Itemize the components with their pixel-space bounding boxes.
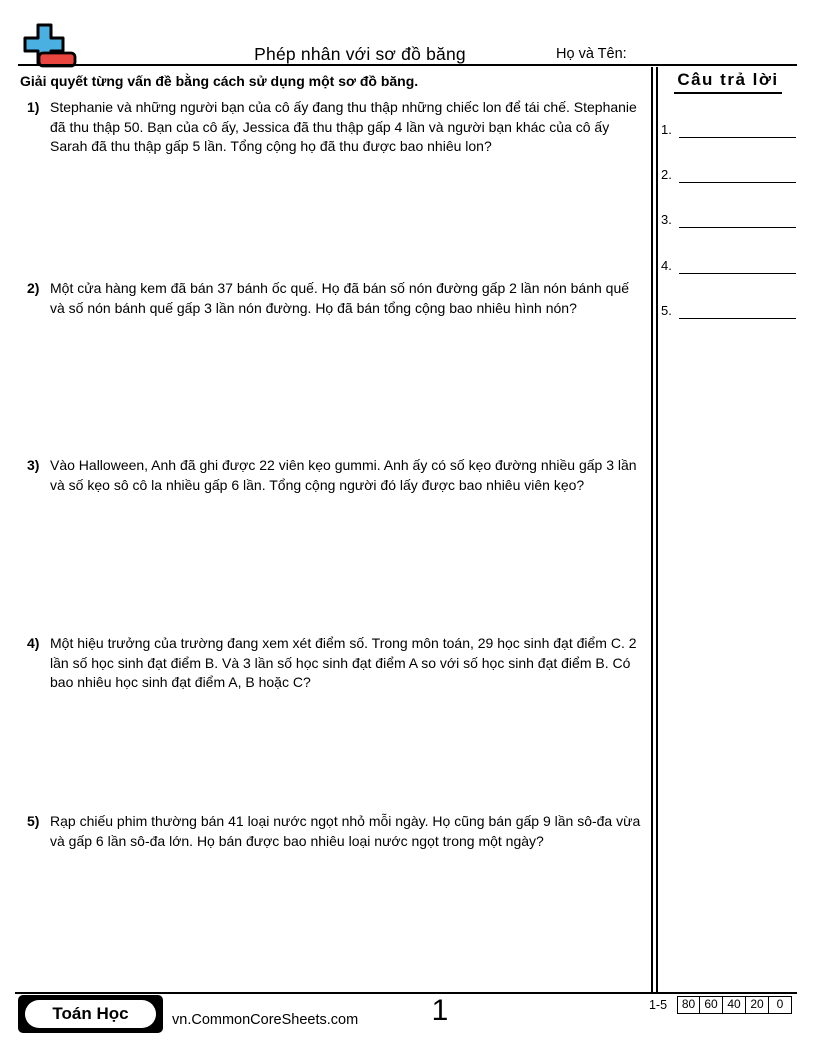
answers-title (659, 70, 797, 94)
answer-row-2 (661, 165, 796, 183)
score-cell: 20 (746, 996, 769, 1014)
answer-row-5 (661, 301, 796, 319)
subject-badge-label: Toán Học (25, 1000, 156, 1028)
answer-blank-line[interactable] (679, 120, 796, 138)
answer-row-3 (661, 210, 796, 228)
header-rule (18, 64, 797, 66)
problem-text: Một cửa hàng kem đã bán 37 bánh ốc quế. Họ đã bán số nón đường gấp 2 lần nón bánh quế và số nón bánh quế gấp 3 lần nón đường. Họ đã bán tổng cộng bao nhiêu hình nón? (50, 280, 630, 316)
problem-item-1 (27, 98, 642, 157)
plus-minus-logo (20, 20, 80, 70)
problem-text: Rạp chiếu phim thường bán 41 loại nước ngọt nhỏ mỗi ngày. Họ cũng bán gấp 9 lần sô-đa vừa và gấp 6 lần sô-đa lớn. Họ bán được bao nhiêu loại nước ngọt trong một ngày? (50, 813, 641, 849)
score-cell: 80 (677, 996, 700, 1014)
website-text: vn.CommonCoreSheets.com (172, 1012, 359, 1028)
subject-badge (18, 995, 163, 1033)
problem-number: 3) (27, 457, 40, 473)
score-cell: 40 (723, 996, 746, 1014)
name-label: Họ và Tên: (556, 46, 627, 62)
answer-column-divider (651, 67, 658, 993)
score-table (677, 996, 792, 1014)
problem-item-3 (27, 456, 642, 495)
answer-row-4 (661, 256, 796, 274)
worksheet-title: Phép nhân với sơ đồ băng (254, 44, 466, 64)
problem-number: 4) (27, 635, 40, 651)
page-number: 1 (431, 994, 449, 1027)
answer-number: 4. (661, 258, 672, 273)
problem-number: 1) (27, 99, 40, 115)
score-cell: 60 (700, 996, 723, 1014)
problem-text: Stephanie và những người bạn của cô ấy đang thu thập những chiếc lon để tái chế. Stephanie đã thu thập 50. Bạn của cô ấy, Jessica đã thu thập gấp 4 lần và người bạn khác của cô ấy Sarah đã thu thập gấp 5 lần. Tổng cộng họ đã thu được bao nhiêu lon? (50, 99, 637, 154)
answer-number: 1. (661, 122, 672, 137)
answer-number: 3. (661, 212, 672, 227)
problem-item-2 (27, 279, 642, 318)
problem-item-4 (27, 634, 642, 693)
answer-blank-line[interactable] (679, 301, 796, 319)
answer-blank-line[interactable] (679, 165, 796, 183)
problem-item-5 (27, 812, 642, 851)
score-cell: 0 (769, 996, 792, 1014)
answers-title-text: Câu trả lời (674, 70, 781, 94)
answer-number: 5. (661, 303, 672, 318)
answer-row-1 (661, 120, 796, 138)
problem-number: 5) (27, 813, 40, 829)
answer-blank-line[interactable] (679, 256, 796, 274)
score-range-label: 1-5 (648, 998, 668, 1012)
problem-text: Một hiệu trưởng của trường đang xem xét điểm số. Trong môn toán, 29 học sinh đạt điểm C. 2 lần số học sinh đạt điểm B. Và 3 lần số học sinh đạt điểm A so với số học sinh đạt điểm B. Có bao nhiêu học sinh đạt điểm A, B hoặc C? (50, 635, 637, 690)
instruction-text: Giải quyết từng vấn đề bằng cách sử dụng một sơ đồ băng. (20, 73, 419, 89)
answer-blank-line[interactable] (679, 210, 796, 228)
answer-number: 2. (661, 167, 672, 182)
problem-number: 2) (27, 280, 40, 296)
problem-text: Vào Halloween, Anh đã ghi được 22 viên kẹo gummi. Anh ấy có số kẹo đường nhiều gấp 3 lần và số kẹo sô cô la nhiều gấp 6 lần. Tổng cộng người đó lấy được bao nhiêu viên kẹo? (50, 457, 637, 493)
